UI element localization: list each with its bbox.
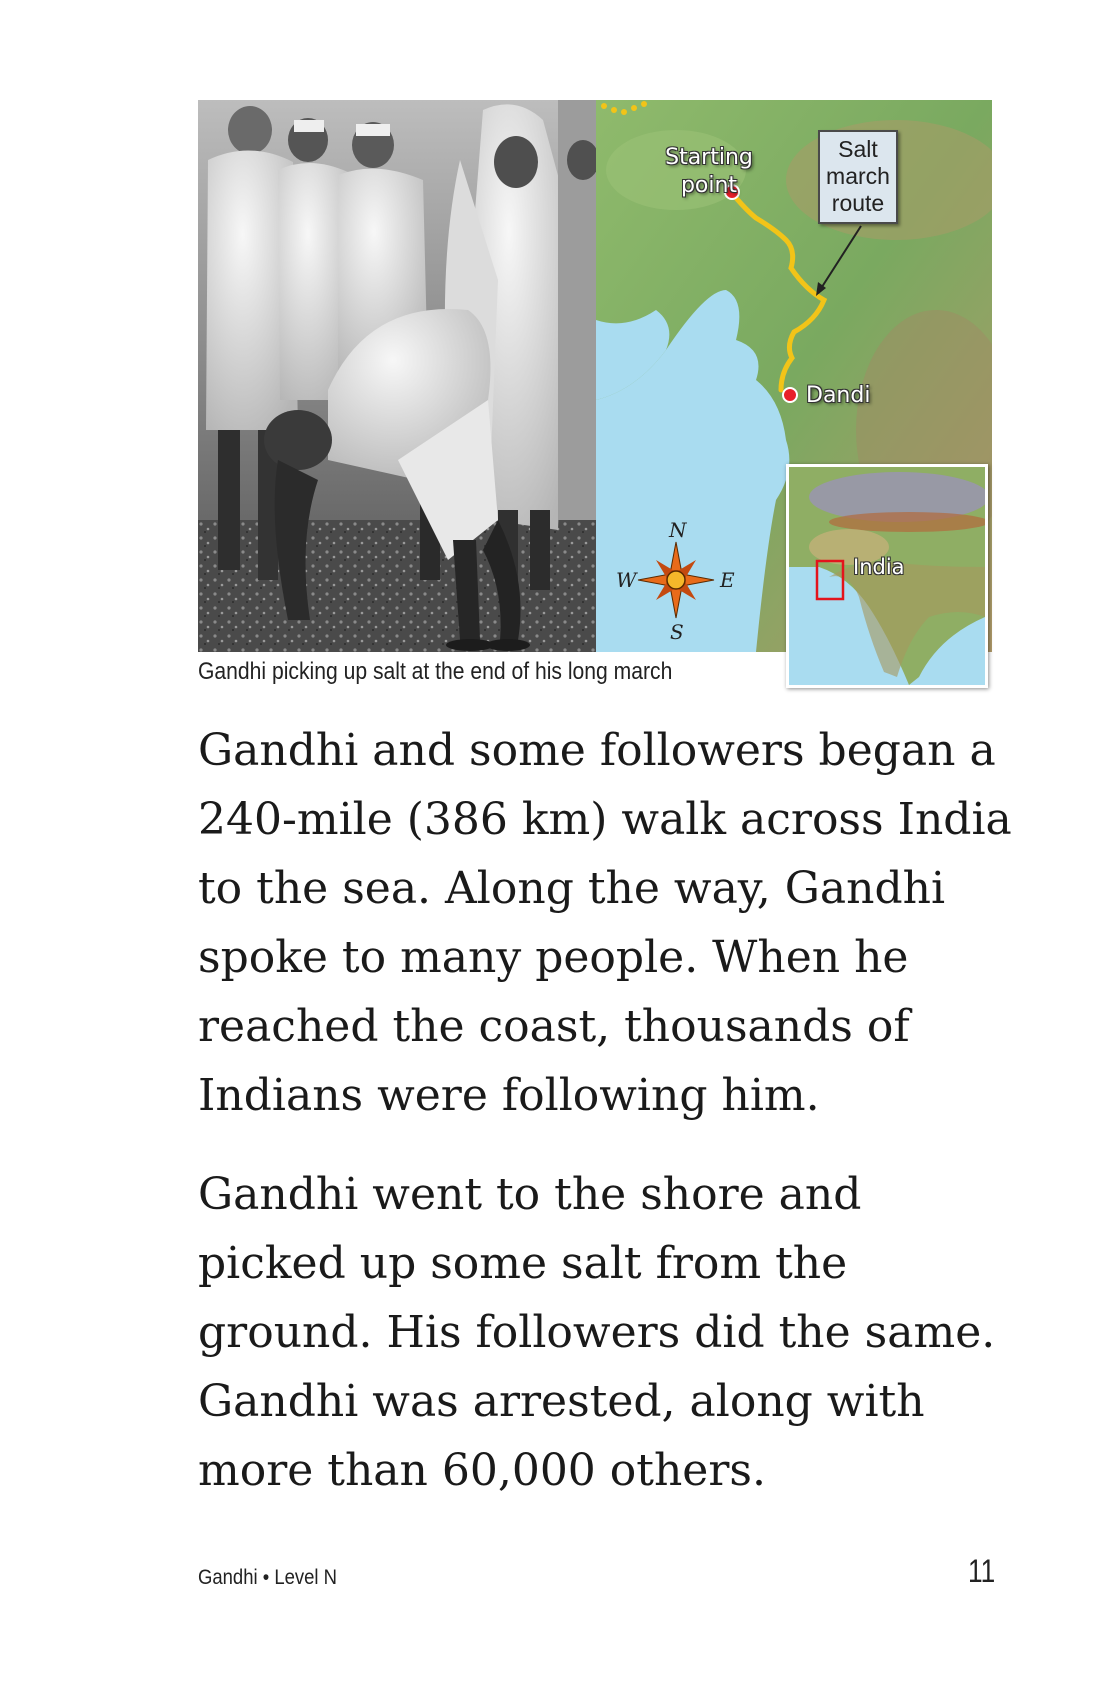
paragraph-line: more than 60,000 others. bbox=[198, 1445, 766, 1496]
paragraph-line: picked up some salt from the bbox=[198, 1238, 848, 1289]
india-inset-map bbox=[786, 464, 988, 688]
route-legend-line1: Salt bbox=[838, 136, 878, 162]
dandi-label: Dandi bbox=[806, 383, 871, 408]
book-footer: Gandhi • Level N bbox=[198, 1566, 337, 1589]
paragraph-line: Gandhi was arrested, along with bbox=[198, 1376, 925, 1427]
compass-north: N bbox=[669, 518, 687, 542]
paragraph-line: reached the coast, thousands of bbox=[198, 1001, 910, 1052]
paragraph-line: to the sea. Along the way, Gandhi bbox=[198, 863, 946, 914]
starting-point-label-line2: point bbox=[680, 173, 738, 198]
starting-point-label-line1: Starting bbox=[665, 145, 753, 170]
paragraph-line: spoke to many people. When he bbox=[198, 932, 909, 983]
paragraph-1 bbox=[198, 716, 1018, 1130]
page-number: 11 bbox=[968, 1553, 996, 1589]
compass-rose bbox=[616, 518, 736, 644]
photo-illustration bbox=[198, 100, 596, 652]
inset-india-label: India bbox=[853, 555, 905, 579]
compass-west: W bbox=[616, 568, 637, 592]
paragraph-line: Gandhi went to the shore and bbox=[198, 1169, 862, 1220]
paragraph-line: Gandhi and some followers began a bbox=[198, 725, 996, 776]
dandi-marker bbox=[783, 388, 797, 402]
gandhi-photo bbox=[198, 100, 596, 652]
paragraph-line: ground. His followers did the same. bbox=[198, 1307, 996, 1358]
route-legend-line3: route bbox=[831, 190, 885, 216]
paragraph-2 bbox=[198, 1160, 1018, 1505]
paragraph-line: Indians were following him. bbox=[198, 1070, 820, 1121]
salt-march-route-legend bbox=[818, 130, 898, 224]
paragraph-line: 240-mile (386 km) walk across India bbox=[198, 794, 1012, 845]
compass-east: E bbox=[720, 568, 735, 592]
route-legend-line2: march bbox=[826, 163, 890, 189]
figure-caption: Gandhi picking up salt at the end of his long march bbox=[198, 658, 673, 685]
starting-point-label bbox=[639, 144, 779, 200]
compass-south: S bbox=[670, 620, 684, 644]
